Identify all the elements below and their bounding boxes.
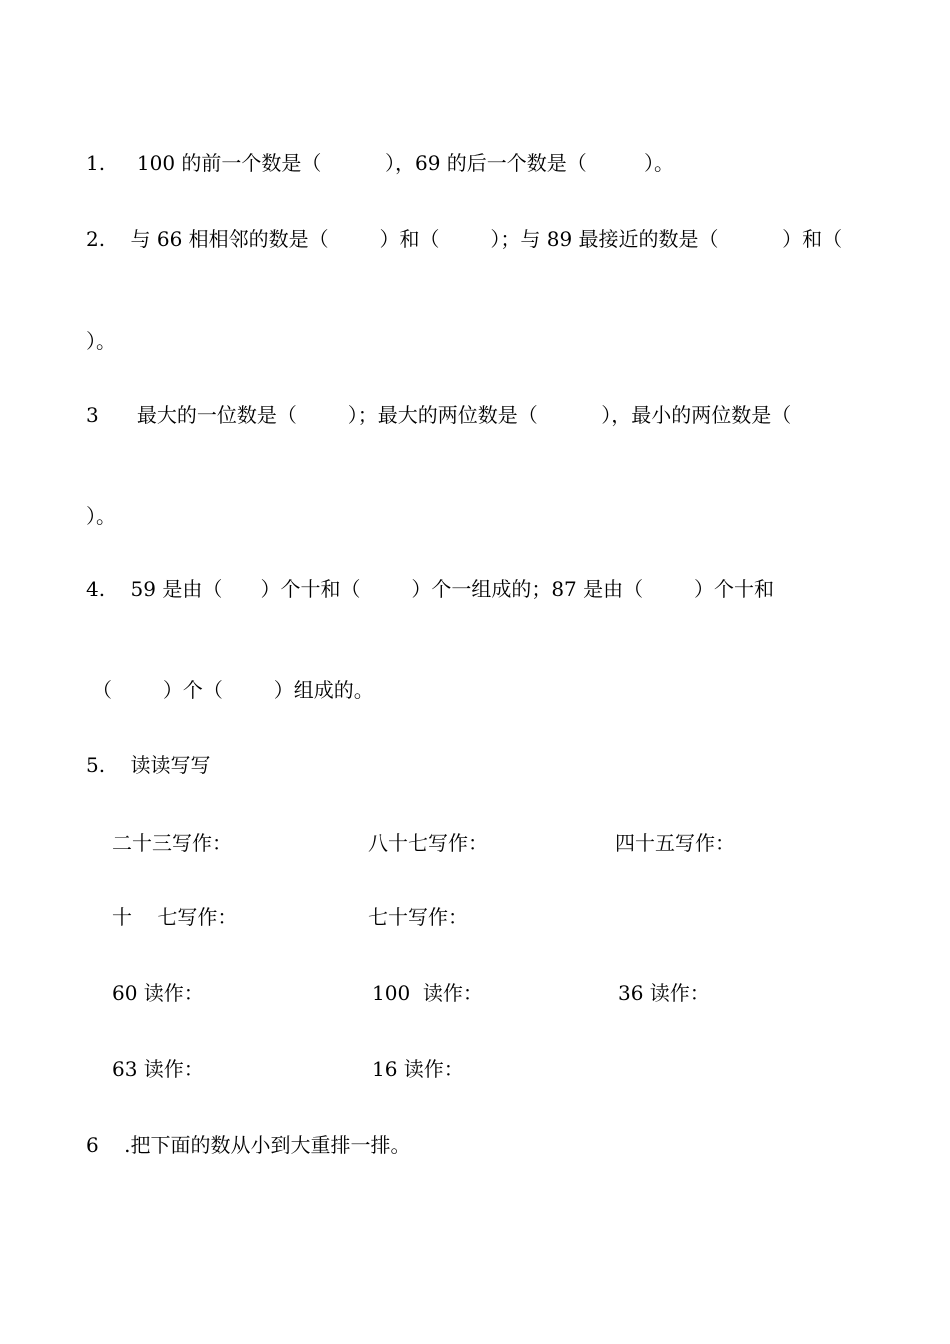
write-item: 十 七写作： — [112, 905, 238, 929]
write-item: 二十三写作： — [112, 831, 232, 855]
question-2-line-1: 2. 与 66 相相邻的数是（ ）和（ ）；与 89 最接近的数是（ ）和（ — [86, 227, 843, 251]
question-4-line-1: 4. 59 是由（ ）个十和（ ）个一组成的；87 是由（ ）个十和 — [86, 577, 774, 601]
question-4-line-2: （ ）个（ ）组成的。 — [92, 678, 374, 702]
read-item: 63 读作： — [112, 1057, 204, 1081]
read-item: 100 读作： — [372, 981, 483, 1005]
read-item: 60 读作： — [112, 981, 204, 1005]
question-3-line-2: ）。 — [86, 504, 116, 528]
write-item: 八十七写作： — [368, 831, 488, 855]
question-1: 1. 100 的前一个数是（ ），69 的后一个数是（ ）。 — [86, 151, 674, 175]
question-5-title: 5. 读读写写 — [86, 753, 211, 777]
question-2-line-2: ）。 — [86, 329, 116, 353]
write-item: 四十五写作： — [615, 831, 735, 855]
read-item: 16 读作： — [372, 1057, 464, 1081]
write-item: 七十写作： — [368, 905, 468, 929]
read-item: 36 读作： — [618, 981, 710, 1005]
question-6: 6 .把下面的数从小到大重排一排。 — [86, 1133, 411, 1157]
question-3-line-1: 3 最大的一位数是（ ）；最大的两位数是（ ），最小的两位数是（ — [86, 403, 792, 427]
